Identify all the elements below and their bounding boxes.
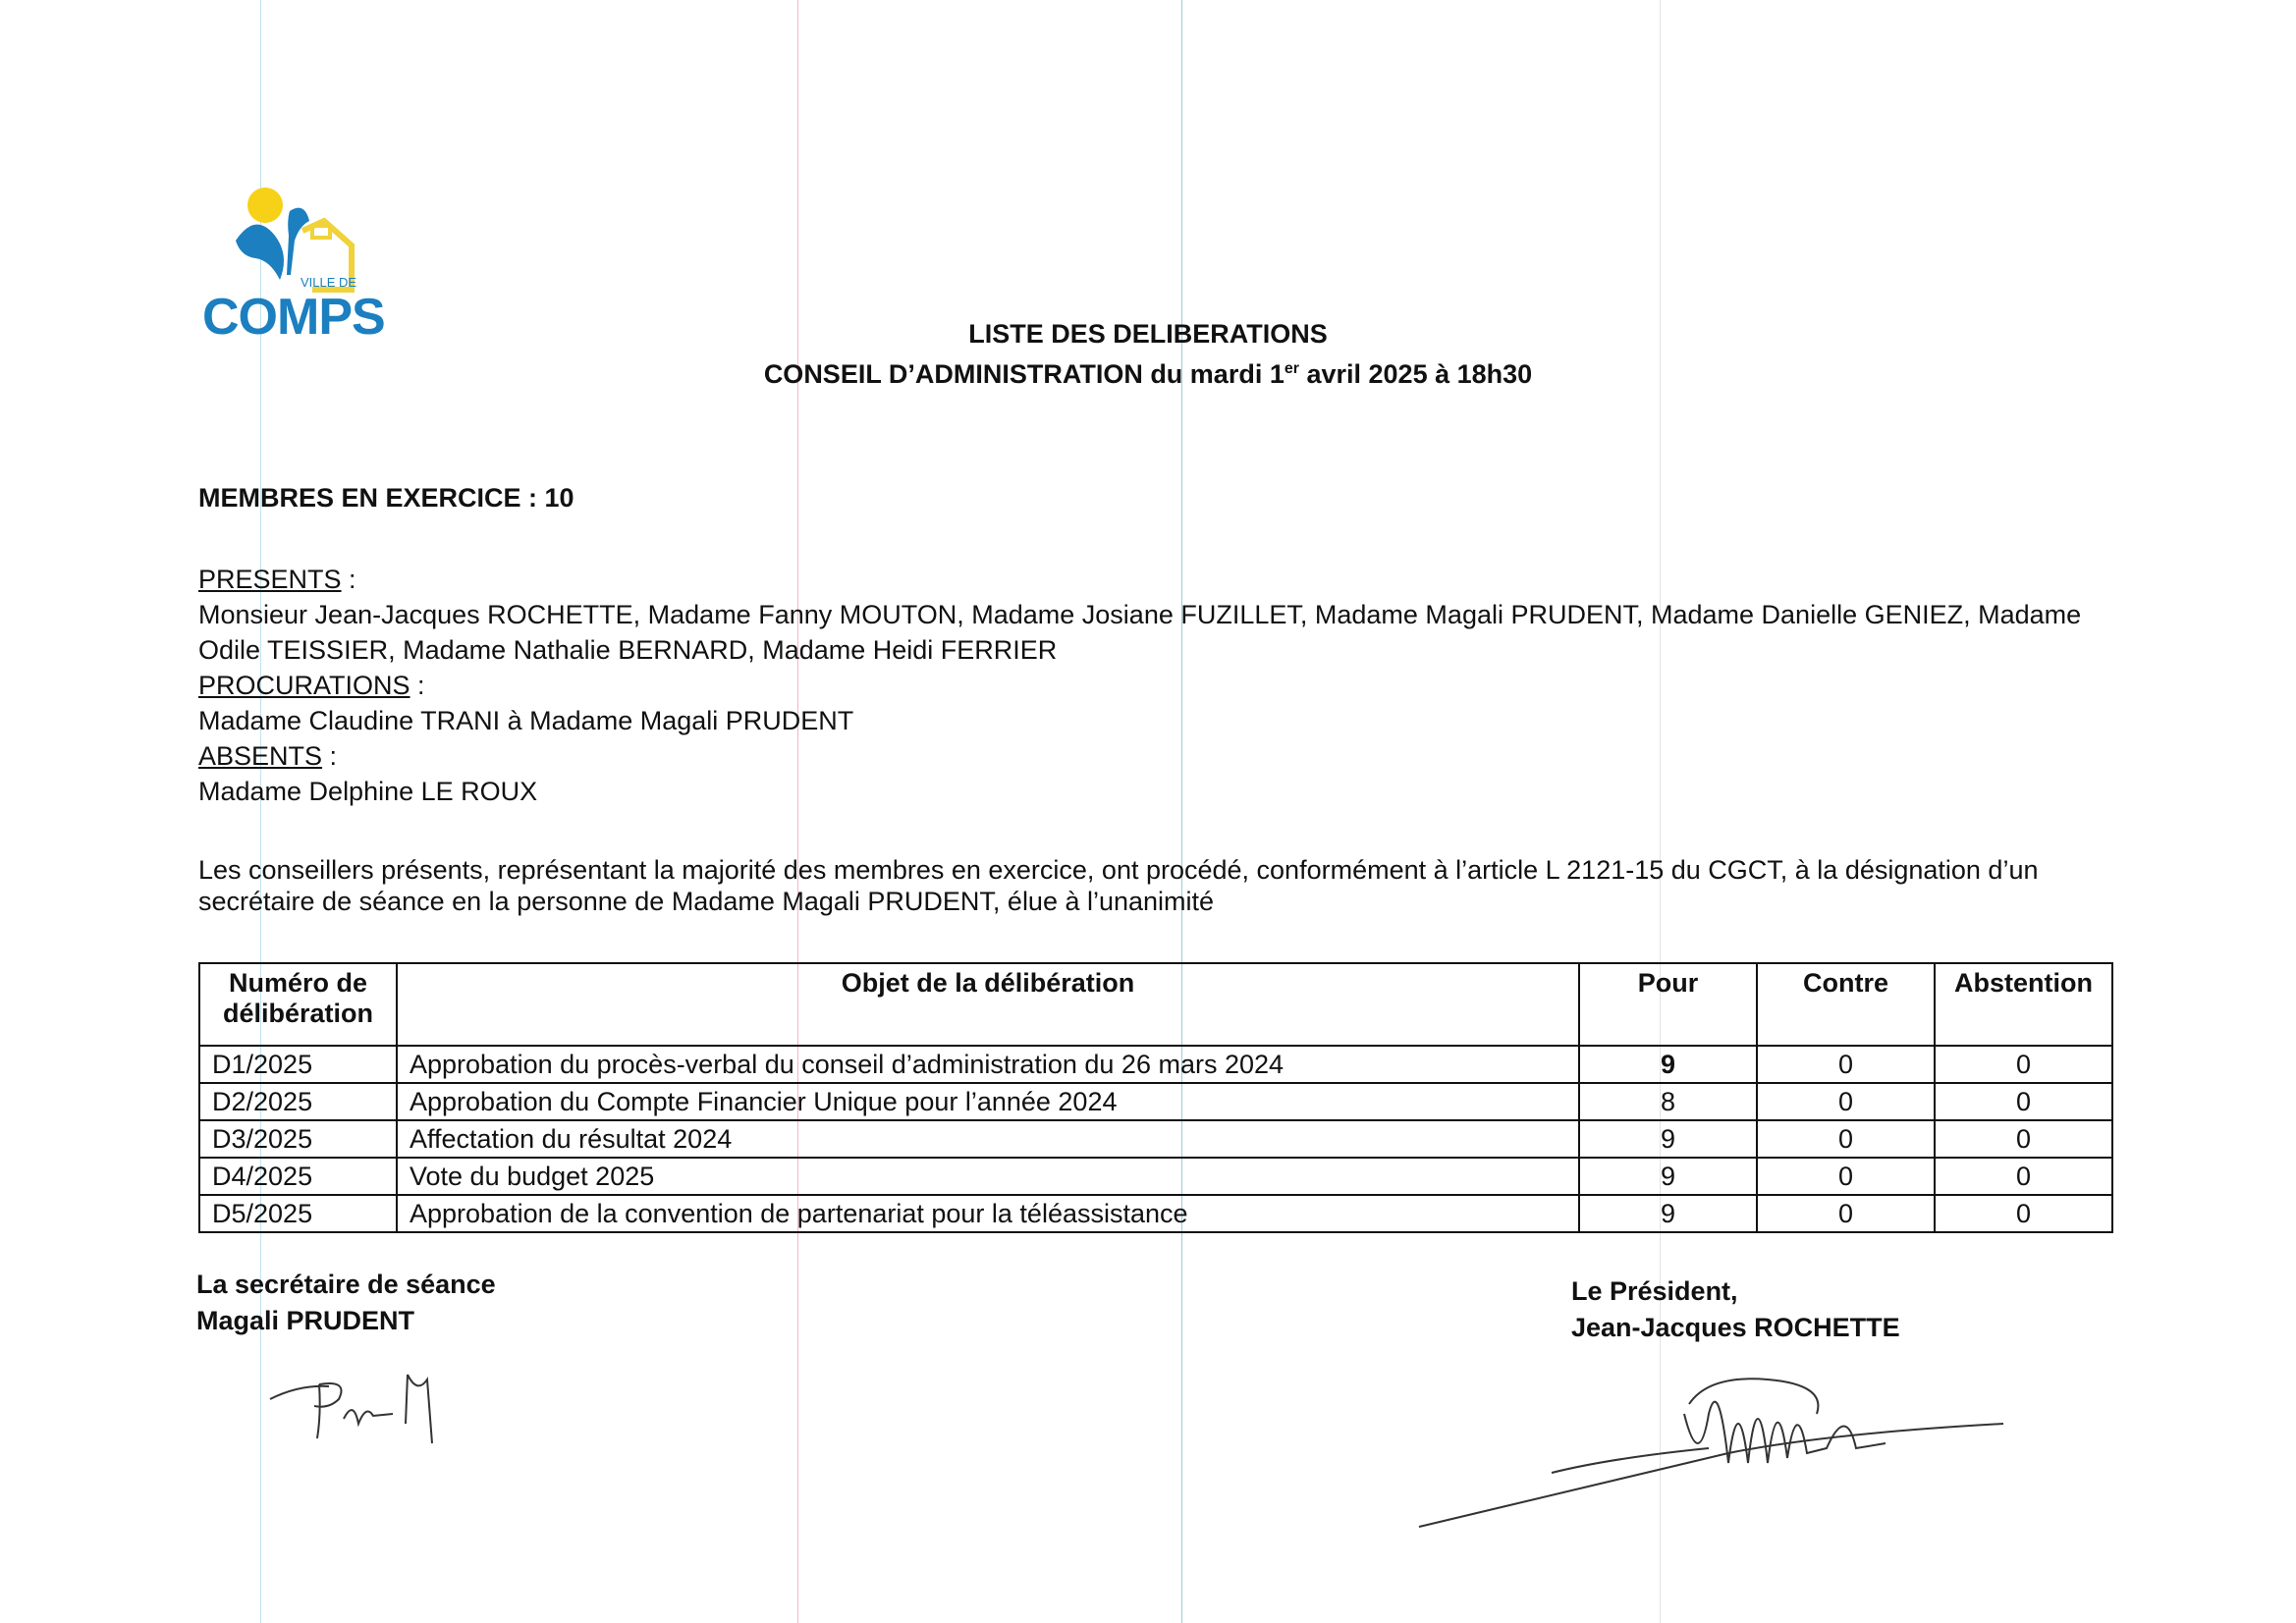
secretary-title: La secrétaire de séance — [196, 1270, 496, 1299]
header-object: Objet de la délibération — [397, 963, 1579, 1046]
presents-label: PRESENTS — [198, 565, 342, 594]
header-number — [199, 963, 397, 1046]
header-number-a: Numéro de — [228, 968, 368, 998]
procurations-sep: : — [410, 671, 425, 700]
presents-section — [198, 562, 2123, 809]
table-header-row — [199, 963, 2112, 1046]
row-against: 0 — [1757, 1195, 1935, 1232]
scan-line — [797, 0, 798, 1623]
procurations-list: Madame Claudine TRANI à Madame Magali PRUDENT — [198, 706, 854, 735]
table-row — [199, 1046, 2112, 1083]
members-in-office: MEMBRES EN EXERCICE : 10 — [198, 483, 574, 513]
procurations-label: PROCURATIONS — [198, 671, 410, 700]
row-object: Approbation du procès-verbal du conseil d’administration du 26 mars 2024 — [397, 1046, 1579, 1083]
president-block — [1571, 1273, 1900, 1346]
president-name: Jean-Jacques ROCHETTE — [1571, 1313, 1900, 1342]
row-against: 0 — [1757, 1046, 1935, 1083]
logo-tagline: VILLE DE — [301, 275, 357, 290]
secretary-signature — [260, 1345, 496, 1453]
absents-sep: : — [322, 741, 338, 771]
secretary-name: Magali PRUDENT — [196, 1306, 415, 1335]
row-for: 9 — [1579, 1120, 1757, 1158]
row-for: 9 — [1579, 1158, 1757, 1195]
row-object: Approbation du Compte Financier Unique pour l’année 2024 — [397, 1083, 1579, 1120]
row-against: 0 — [1757, 1158, 1935, 1195]
row-for: 9 — [1579, 1046, 1757, 1083]
row-abstention: 0 — [1935, 1158, 2112, 1195]
deliberations-table — [198, 962, 2113, 1233]
row-object: Affectation du résultat 2024 — [397, 1120, 1579, 1158]
secretary-block — [196, 1267, 496, 1339]
row-number: D1/2025 — [199, 1046, 397, 1083]
presents-list: Monsieur Jean-Jacques ROCHETTE, Madame Fanny MOUTON, Madame Josiane FUZILLET, Madame Magali PRUDENT, Madame Danielle GENIEZ, Madame Odile TEISSIER, Madame Nathalie BERNARD, Madame Heidi FERRIER — [198, 600, 2082, 665]
subtitle-part-b: avril 2025 à 18h30 — [1298, 359, 1533, 389]
subtitle-part-a: CONSEIL D’ADMINISTRATION du mardi 1 — [763, 359, 1285, 389]
document-title: LISTE DES DELIBERATIONS — [968, 319, 1328, 349]
document-subtitle — [0, 359, 2296, 390]
row-number: D3/2025 — [199, 1120, 397, 1158]
row-for: 8 — [1579, 1083, 1757, 1120]
header-number-b: délibération — [222, 999, 374, 1028]
row-number: D4/2025 — [199, 1158, 397, 1195]
row-abstention: 0 — [1935, 1195, 2112, 1232]
town-logo-graphic — [196, 182, 393, 299]
header-for: Pour — [1579, 963, 1757, 1046]
absents-list: Madame Delphine LE ROUX — [198, 777, 538, 806]
row-for: 9 — [1579, 1195, 1757, 1232]
row-object: Approbation de la convention de partenariat pour la téléassistance — [397, 1195, 1579, 1232]
row-number: D2/2025 — [199, 1083, 397, 1120]
secretary-designation-paragraph: Les conseillers présents, représentant la majorité des membres en exercice, ont procédé, conformément à l’article L 2121-15 du CGCT, à la désignation d’un secrétaire de séance en la personne de Madame Magali PRUDENT, élue à l’unanimité — [198, 855, 2039, 916]
header-abstention: Abstention — [1935, 963, 2112, 1046]
row-against: 0 — [1757, 1083, 1935, 1120]
table-row — [199, 1195, 2112, 1232]
scan-line — [1181, 0, 1182, 1623]
header-against: Contre — [1757, 963, 1935, 1046]
subtitle-superscript: er — [1284, 360, 1299, 377]
table-row — [199, 1120, 2112, 1158]
absents-label: ABSENTS — [198, 741, 323, 771]
table-row — [199, 1083, 2112, 1120]
row-abstention: 0 — [1935, 1083, 2112, 1120]
president-title: Le Président, — [1571, 1276, 1738, 1306]
row-abstention: 0 — [1935, 1046, 2112, 1083]
table-row — [199, 1158, 2112, 1195]
president-signature — [1414, 1355, 2023, 1542]
row-number: D5/2025 — [199, 1195, 397, 1232]
row-object: Vote du budget 2025 — [397, 1158, 1579, 1195]
row-abstention: 0 — [1935, 1120, 2112, 1158]
logo-brand: COMPS — [202, 289, 385, 346]
presents-sep: : — [341, 565, 356, 594]
row-against: 0 — [1757, 1120, 1935, 1158]
